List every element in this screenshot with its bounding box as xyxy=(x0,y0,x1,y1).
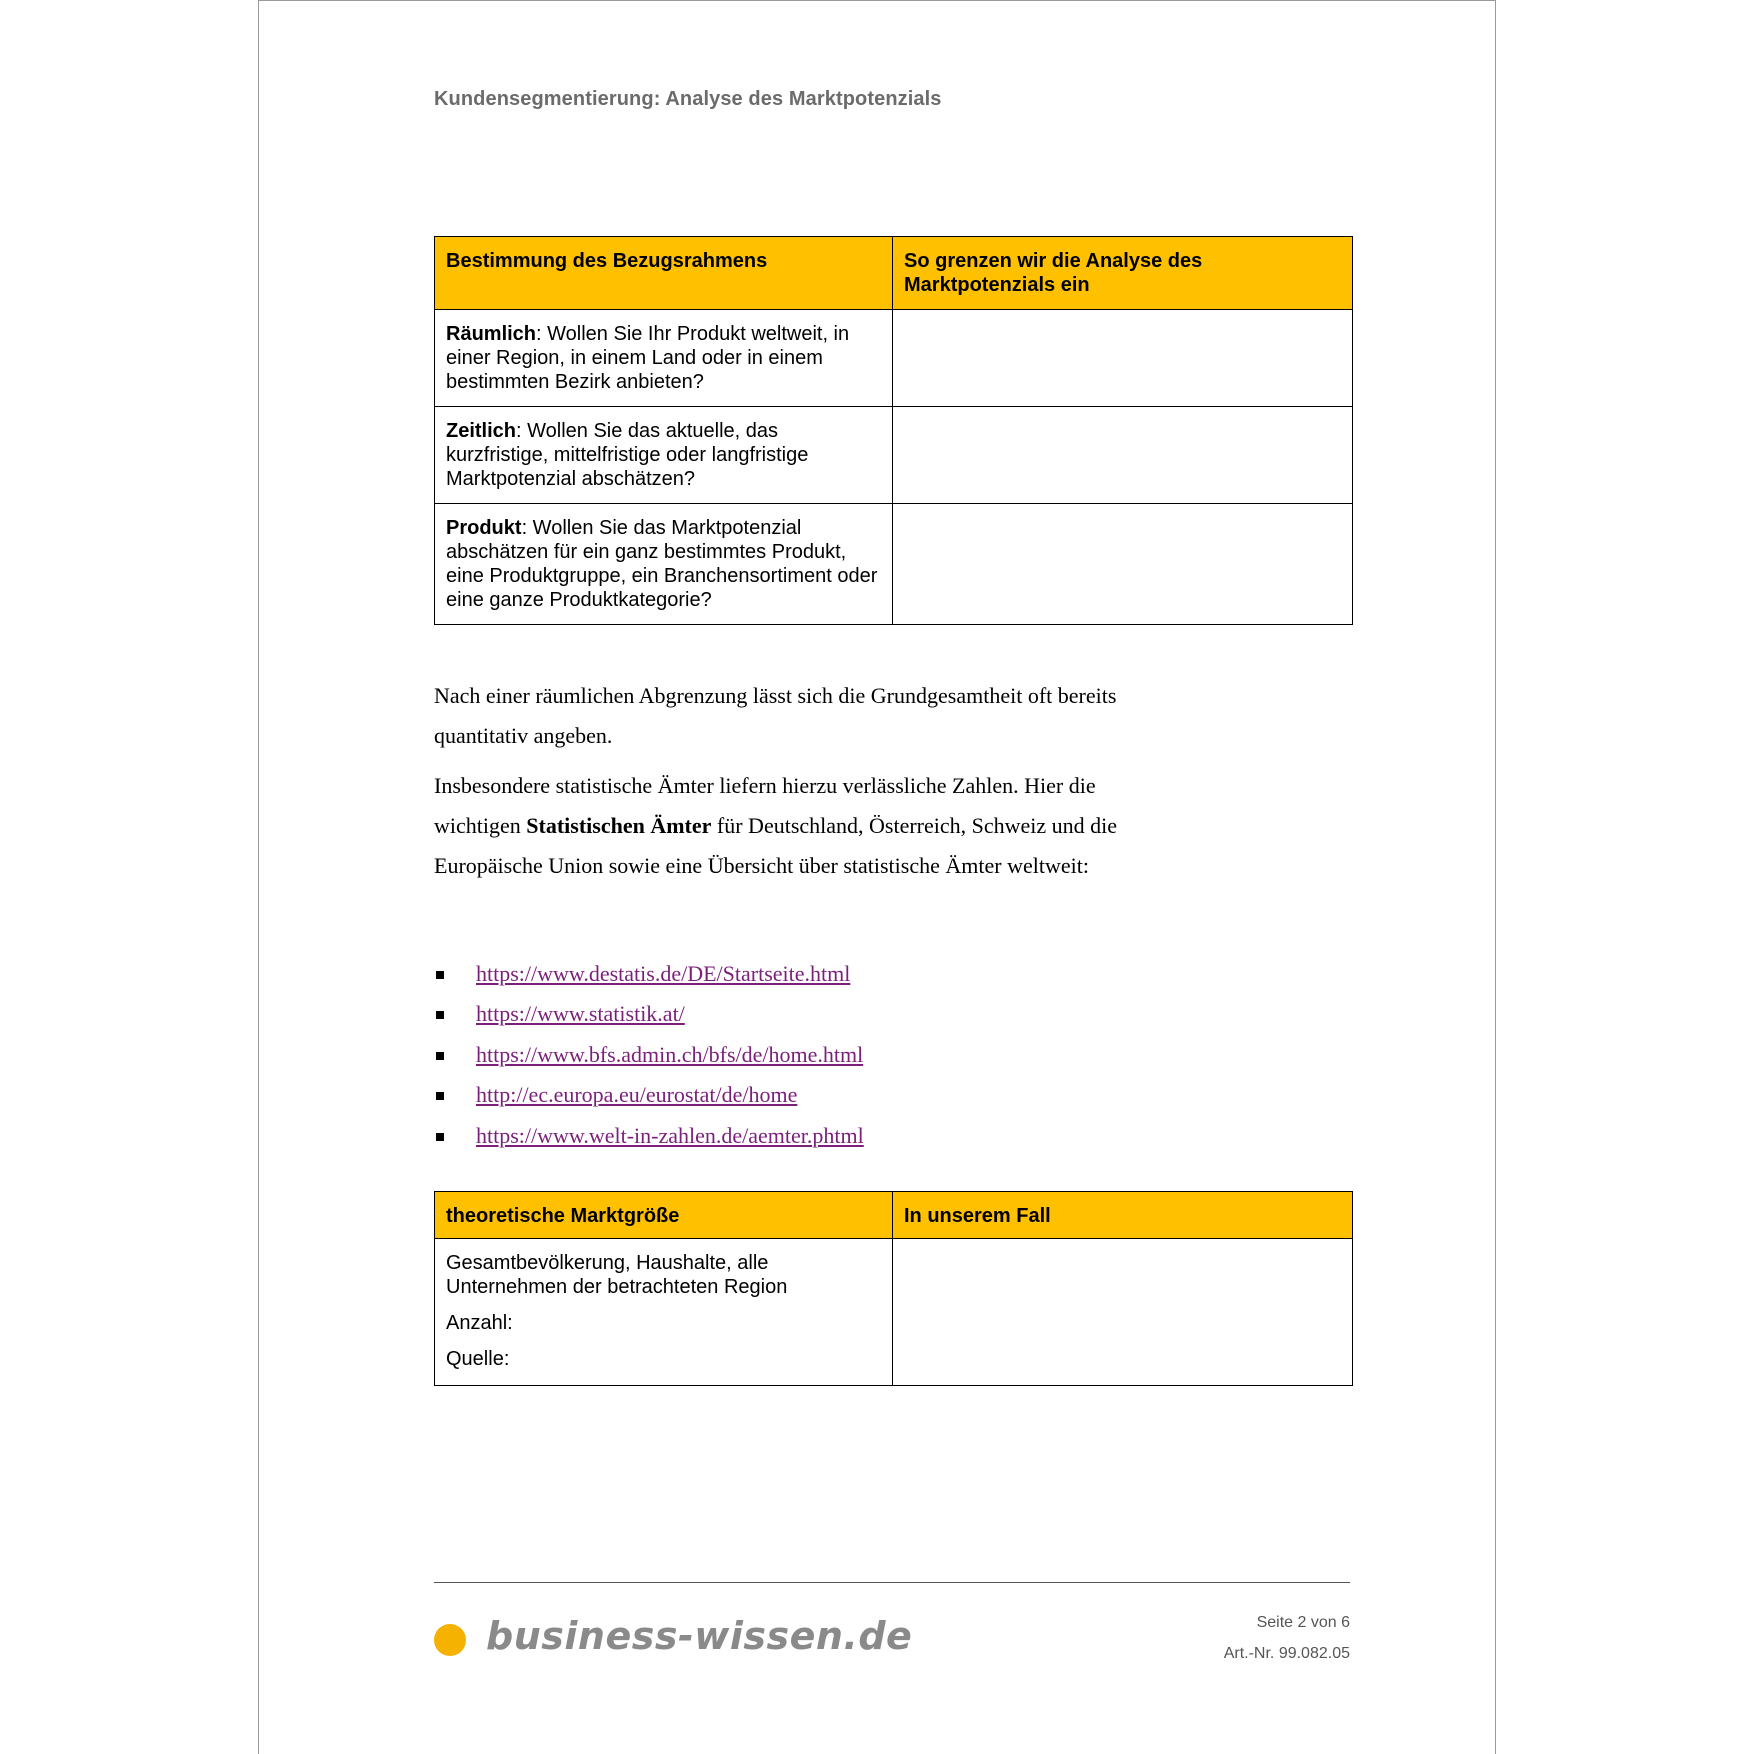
table-row xyxy=(435,1239,1353,1386)
square-bullet-icon xyxy=(436,1011,444,1019)
source-label: Quelle: xyxy=(446,1348,510,1370)
table-header-cell: Bestimmung des Bezugsrahmens xyxy=(435,237,893,310)
market-size-description: Gesamtbevölkerung, Haushalte, alle Unternehmen der betrachteten Region xyxy=(446,1252,788,1298)
paragraph-bold-text: Statistischen Ämter xyxy=(526,813,712,838)
square-bullet-icon xyxy=(436,1052,444,1060)
square-bullet-icon xyxy=(436,1092,444,1100)
question-term: Produkt xyxy=(446,517,522,539)
page-number: Seite 2 von 6 xyxy=(1256,1614,1350,1631)
square-bullet-icon xyxy=(436,971,444,979)
table-header-cell: So grenzen wir die Analyse des Marktpotenzials ein xyxy=(893,237,1353,310)
page-header-title: Kundensegmentierung: Analyse des Marktpotenzials xyxy=(434,88,942,110)
question-text: : Wollen Sie Ihr Produkt weltweit, in einer Region, in einem Land oder in einem bestimmten Bezirk anbieten? xyxy=(446,323,850,393)
welt-in-zahlen-link[interactable]: https://www.welt-in-zahlen.de/aemter.phtml xyxy=(476,1123,864,1148)
business-wissen-logo: business-wissen.de xyxy=(486,1614,913,1658)
article-number: Art.-Nr. 99.082.05 xyxy=(1223,1645,1350,1662)
list-item xyxy=(434,1082,1134,1112)
answer-cell[interactable] xyxy=(893,310,1353,407)
list-item xyxy=(434,1001,1134,1031)
square-bullet-icon xyxy=(436,1133,444,1141)
body-paragraph: Nach einer räumlichen Abgrenzung lässt sich die Grundgesamtheit oft bereits quantitativ angeben. xyxy=(434,683,1117,748)
destatis-link[interactable]: https://www.destatis.de/DE/Startseite.html xyxy=(476,961,851,986)
list-item xyxy=(434,1123,1134,1153)
answer-cell[interactable] xyxy=(893,504,1353,625)
list-item xyxy=(434,1042,1134,1072)
question-term: Räumlich xyxy=(446,323,537,345)
table-row xyxy=(435,407,1353,504)
question-cell xyxy=(435,1239,893,1386)
bfs-link[interactable]: https://www.bfs.admin.ch/bfs/de/home.html xyxy=(476,1042,864,1067)
table-header-cell: In unserem Fall xyxy=(893,1192,1353,1239)
body-paragraph xyxy=(434,766,1134,886)
table-row xyxy=(435,504,1353,625)
question-text: : Wollen Sie das aktuelle, das kurzfristige, mittelfristige oder langfristige Marktpotenzial abschätzen? xyxy=(446,420,809,490)
market-size-table xyxy=(434,1191,1353,1386)
count-label: Anzahl: xyxy=(446,1312,513,1334)
answer-cell[interactable] xyxy=(893,407,1353,504)
footer-divider xyxy=(434,1582,1350,1583)
statistik-at-link[interactable]: https://www.statistik.at/ xyxy=(476,1001,685,1026)
table-header-row xyxy=(435,1192,1353,1239)
table-row xyxy=(435,310,1353,407)
question-cell xyxy=(435,310,893,407)
eurostat-link[interactable]: http://ec.europa.eu/eurostat/de/home xyxy=(476,1082,798,1107)
logo-dot-icon xyxy=(434,1624,466,1656)
table-header-cell: theoretische Marktgröße xyxy=(435,1192,893,1239)
question-cell xyxy=(435,407,893,504)
question-text: : Wollen Sie das Marktpotenzial abschätzen für ein ganz bestimmtes Produkt, eine Produktgruppe, ein Branchensortiment oder eine ganze Produktkategorie? xyxy=(446,517,878,611)
footer-page-info xyxy=(1224,1607,1350,1669)
list-item xyxy=(434,961,1134,991)
paragraph-text: für Deutschland, Österreich, Schweiz und die Europäische Union sowie eine Übersicht über statistische Ämter weltweit: xyxy=(434,813,1118,878)
paragraph-text: Insbesondere statistische Ämter liefern hierzu verlässliche Zahlen. Hier die wichtigen xyxy=(434,773,1096,838)
reference-frame-table xyxy=(434,236,1353,625)
table-header-row xyxy=(435,237,1353,310)
question-term: Zeitlich xyxy=(446,420,517,442)
answer-cell[interactable] xyxy=(893,1239,1353,1386)
question-cell xyxy=(435,504,893,625)
